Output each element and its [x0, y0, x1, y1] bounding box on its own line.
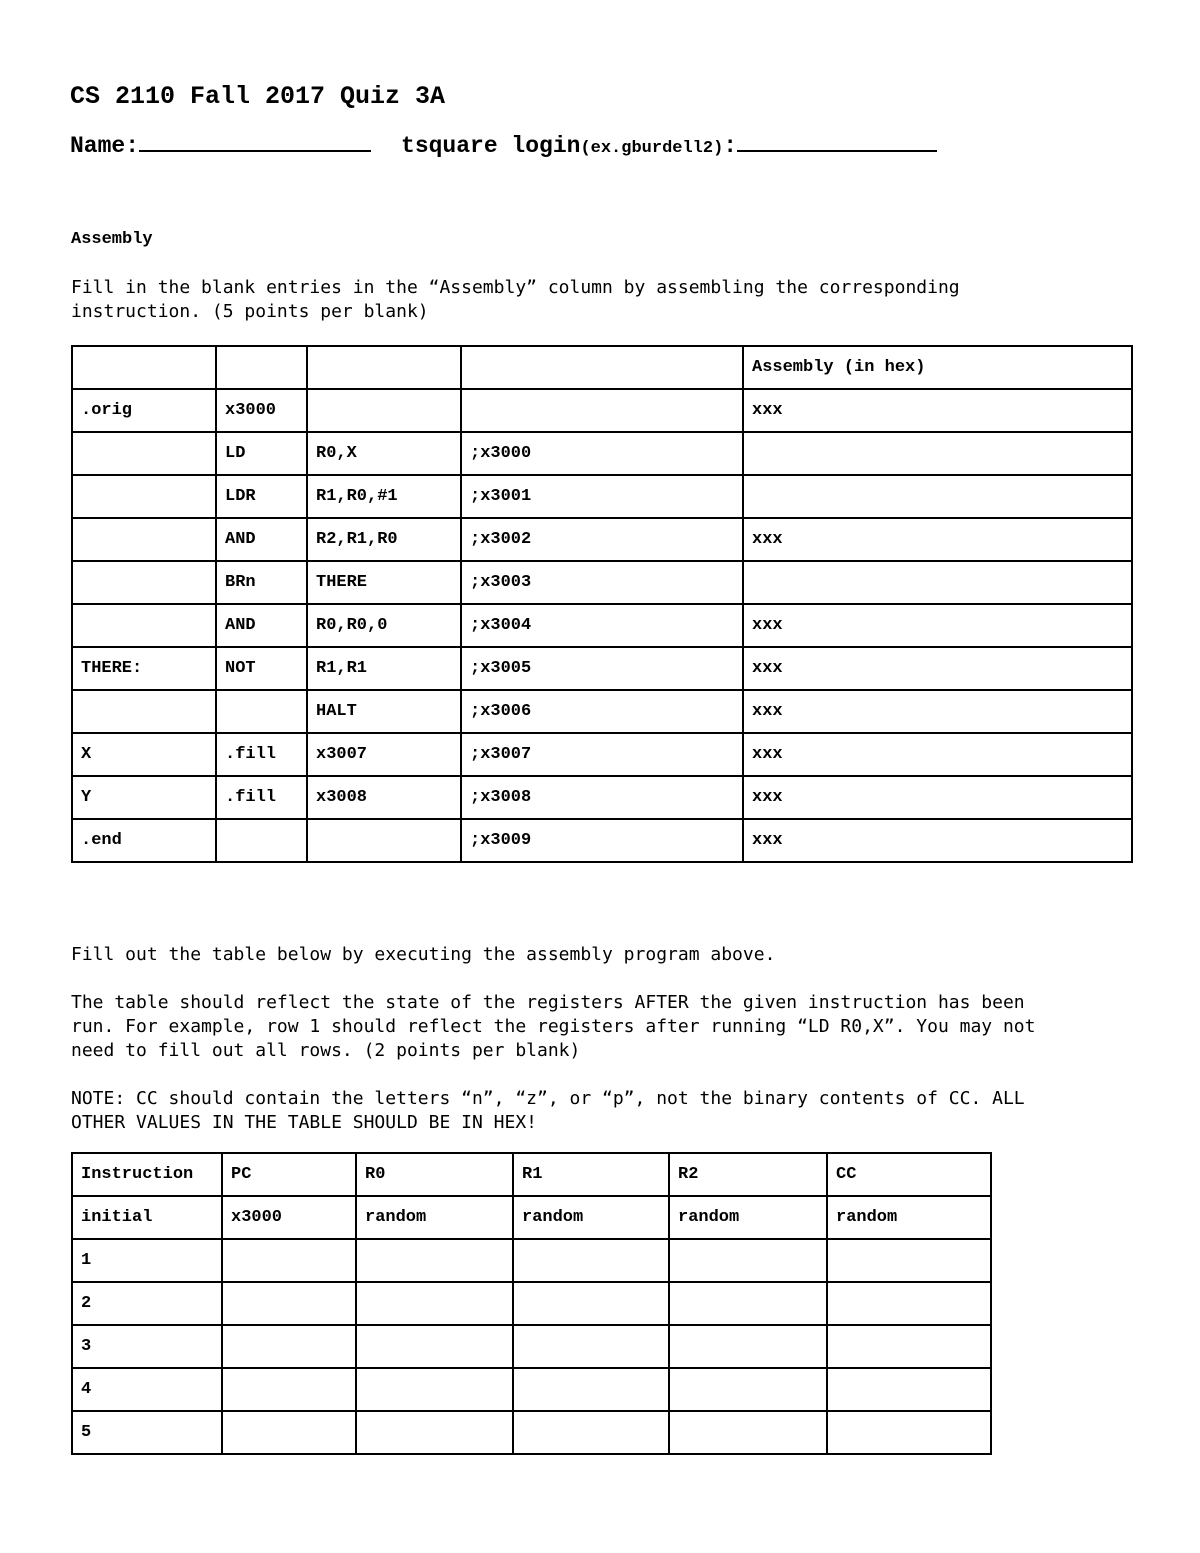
header-cell: CC [827, 1153, 991, 1196]
header-cell: Assembly (in hex) [743, 346, 1132, 389]
header-cell: R2 [669, 1153, 827, 1196]
table-cell: 2 [72, 1282, 222, 1325]
table-cell: random [827, 1196, 991, 1239]
table-cell: xxx [743, 690, 1132, 733]
table-cell [72, 604, 216, 647]
header-cell: R1 [513, 1153, 669, 1196]
table-row [72, 690, 1132, 733]
assembly-heading: Assembly [71, 230, 153, 249]
table-cell: .fill [216, 776, 307, 819]
execution-para-2-line-1: The table should reflect the state of the registers AFTER the given instruction has been [71, 992, 1025, 1013]
table-cell: xxx [743, 819, 1132, 862]
table-cell: ;x3000 [461, 432, 743, 475]
login-label: tsquare login [401, 133, 581, 159]
table-cell: ;x3001 [461, 475, 743, 518]
table-cell: x3000 [216, 389, 307, 432]
table-cell: initial [72, 1196, 222, 1239]
table-row [72, 819, 1132, 862]
table-cell: .fill [216, 733, 307, 776]
table-cell: xxx [743, 733, 1132, 776]
table-cell [72, 518, 216, 561]
answer-blank-cell[interactable] [356, 1411, 513, 1454]
answer-blank-cell[interactable] [513, 1282, 669, 1325]
answer-blank-cell[interactable] [827, 1282, 991, 1325]
answer-blank-cell[interactable] [222, 1325, 356, 1368]
table-cell: ;x3002 [461, 518, 743, 561]
table-row [72, 475, 1132, 518]
table-cell [307, 819, 461, 862]
execution-para-2-line-2: run. For example, row 1 should reflect the registers after running “LD R0,X”. You may not [71, 1016, 1036, 1037]
answer-blank-cell[interactable] [356, 1368, 513, 1411]
table-row [72, 1239, 991, 1282]
table-cell: x3008 [307, 776, 461, 819]
assembly-instructions [71, 276, 960, 324]
answer-blank-cell[interactable] [743, 432, 1132, 475]
table-cell: xxx [743, 647, 1132, 690]
table-cell: AND [216, 518, 307, 561]
table-cell: xxx [743, 776, 1132, 819]
table-row [72, 733, 1132, 776]
answer-blank-cell[interactable] [356, 1282, 513, 1325]
table-cell: X [72, 733, 216, 776]
table-row [72, 1411, 991, 1454]
table-cell [72, 475, 216, 518]
table-cell: LDR [216, 475, 307, 518]
answer-blank-cell[interactable] [669, 1368, 827, 1411]
table-row [72, 432, 1132, 475]
table-cell: ;x3005 [461, 647, 743, 690]
table-cell: R0,X [307, 432, 461, 475]
table-cell: THERE [307, 561, 461, 604]
table-cell: Y [72, 776, 216, 819]
answer-blank-cell[interactable] [743, 561, 1132, 604]
answer-blank-cell[interactable] [827, 1368, 991, 1411]
table-cell: x3000 [222, 1196, 356, 1239]
table-cell: .end [72, 819, 216, 862]
table-header-row [72, 346, 1132, 389]
table-cell: THERE: [72, 647, 216, 690]
table-cell [72, 432, 216, 475]
table-cell [216, 819, 307, 862]
answer-blank-cell[interactable] [827, 1325, 991, 1368]
table-cell: xxx [743, 604, 1132, 647]
table-cell: ;x3009 [461, 819, 743, 862]
answer-blank-cell[interactable] [356, 1325, 513, 1368]
table-cell: AND [216, 604, 307, 647]
login-colon: : [723, 133, 738, 159]
table-cell: .orig [72, 389, 216, 432]
execution-instructions [71, 943, 1036, 1135]
execution-para-1: Fill out the table below by executing the assembly program above. [71, 944, 776, 965]
table-row [72, 561, 1132, 604]
answer-blank-cell[interactable] [356, 1239, 513, 1282]
table-cell [72, 561, 216, 604]
table-row [72, 604, 1132, 647]
table-cell: ;x3007 [461, 733, 743, 776]
header-cell: Instruction [72, 1153, 222, 1196]
table-cell [307, 389, 461, 432]
table-cell: NOT [216, 647, 307, 690]
note-line-2: OTHER VALUES IN THE TABLE SHOULD BE IN HEX! [71, 1112, 537, 1133]
table-cell: HALT [307, 690, 461, 733]
answer-blank-cell[interactable] [513, 1325, 669, 1368]
note-line-1: NOTE: CC should contain the letters “n”, “z”, or “p”, not the binary contents of CC. ALL [71, 1088, 1025, 1109]
table-cell: 1 [72, 1239, 222, 1282]
table-row [72, 647, 1132, 690]
table-cell [72, 690, 216, 733]
table-cell: xxx [743, 389, 1132, 432]
table-cell: 5 [72, 1411, 222, 1454]
table-row [72, 389, 1132, 432]
table-cell: ;x3004 [461, 604, 743, 647]
answer-blank-cell[interactable] [743, 475, 1132, 518]
table-cell: 3 [72, 1325, 222, 1368]
quiz-title: CS 2110 Fall 2017 Quiz 3A [70, 82, 446, 111]
name-login-line [70, 128, 937, 159]
table-cell: ;x3003 [461, 561, 743, 604]
answer-blank-cell[interactable] [513, 1411, 669, 1454]
table-cell [461, 389, 743, 432]
header-cell [216, 346, 307, 389]
table-cell: ;x3006 [461, 690, 743, 733]
answer-blank-cell[interactable] [513, 1368, 669, 1411]
table-cell: 4 [72, 1368, 222, 1411]
header-cell: PC [222, 1153, 356, 1196]
table-row [72, 1325, 991, 1368]
answer-blank-cell[interactable] [222, 1282, 356, 1325]
answer-blank-cell[interactable] [222, 1239, 356, 1282]
table-row [72, 1368, 991, 1411]
login-blank[interactable] [737, 128, 937, 152]
answer-blank-cell[interactable] [669, 1239, 827, 1282]
register-trace-table [71, 1152, 992, 1455]
table-cell: x3007 [307, 733, 461, 776]
table-cell: random [669, 1196, 827, 1239]
table-row [72, 1196, 991, 1239]
table-cell: R1,R0,#1 [307, 475, 461, 518]
name-label: Name: [70, 133, 140, 159]
table-cell: random [513, 1196, 669, 1239]
answer-blank-cell[interactable] [827, 1239, 991, 1282]
login-example: (ex.gburdell2) [580, 139, 724, 158]
table-cell: R0,R0,0 [307, 604, 461, 647]
table-row [72, 518, 1132, 561]
table-cell: random [356, 1196, 513, 1239]
answer-blank-cell[interactable] [827, 1411, 991, 1454]
table-header-row [72, 1153, 991, 1196]
execution-para-2-line-3: need to fill out all rows. (2 points per blank) [71, 1040, 581, 1061]
table-cell: LD [216, 432, 307, 475]
answer-blank-cell[interactable] [669, 1325, 827, 1368]
header-cell: R0 [356, 1153, 513, 1196]
table-cell: ;x3008 [461, 776, 743, 819]
table-row [72, 1282, 991, 1325]
header-cell [307, 346, 461, 389]
assembly-table [71, 345, 1133, 863]
header-cell [72, 346, 216, 389]
table-cell: R1,R1 [307, 647, 461, 690]
table-cell: BRn [216, 561, 307, 604]
header-cell [461, 346, 743, 389]
answer-blank-cell[interactable] [222, 1368, 356, 1411]
table-row [72, 776, 1132, 819]
table-cell: xxx [743, 518, 1132, 561]
answer-blank-cell[interactable] [669, 1411, 827, 1454]
instructions-line-2: instruction. (5 points per blank) [71, 301, 429, 322]
table-cell [216, 690, 307, 733]
answer-blank-cell[interactable] [222, 1411, 356, 1454]
table-cell: R2,R1,R0 [307, 518, 461, 561]
answer-blank-cell[interactable] [513, 1239, 669, 1282]
instructions-line-1: Fill in the blank entries in the “Assembly” column by assembling the corresponding [71, 277, 960, 298]
name-blank[interactable] [139, 128, 371, 152]
answer-blank-cell[interactable] [669, 1282, 827, 1325]
